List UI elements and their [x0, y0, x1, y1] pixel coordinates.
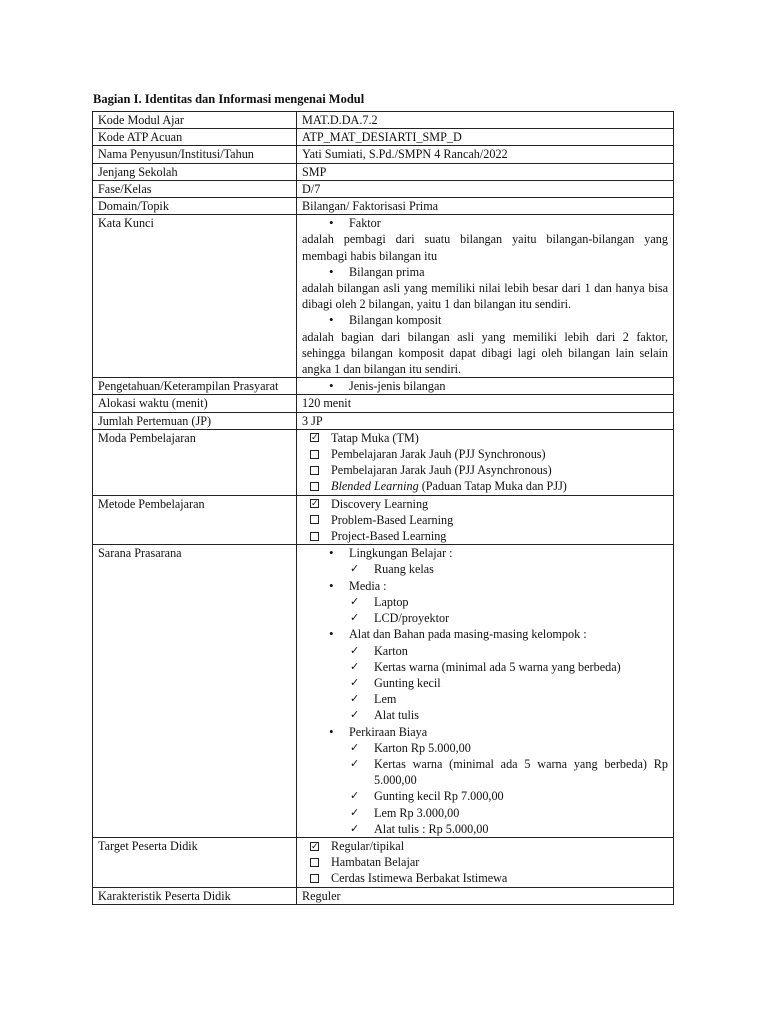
row-value: ATP_MAT_DESIARTI_SMP_D: [297, 129, 674, 146]
facility-group-title: • Perkiraan Biaya: [302, 724, 668, 740]
row-label: Jenjang Sekolah: [93, 163, 297, 180]
facility-item: ✓ Karton: [302, 643, 668, 659]
checkbox-empty-icon: [310, 532, 319, 541]
method-option: Project-Based Learning: [302, 528, 668, 544]
table-row: [93, 215, 674, 378]
row-label: Alokasi waktu (menit): [93, 395, 297, 412]
blended-learning-italic: Blended Learning: [331, 479, 419, 494]
prerequisite-cell: [297, 378, 674, 395]
facility-item: ✓ Lem: [302, 691, 668, 707]
row-value: Yati Sumiati, S.Pd./SMPN 4 Rancah/2022: [297, 146, 674, 163]
checkbox-empty-icon: [310, 450, 319, 459]
prerequisite-item: • Jenis-jenis bilangan: [302, 378, 668, 394]
facility-item: ✓ Karton Rp 5.000,00: [302, 740, 668, 756]
table-row: [93, 112, 674, 129]
blended-learning-rest: (Paduan Tatap Muka dan PJJ): [418, 479, 567, 494]
keyword-desc: adalah bagian dari bilangan asli yang memiliki lebih dari 2 faktor, sehingga bilangan komposit dapat dibagi lagi oleh bilangan lain selain angka 1 dan bilangan itu sendiri.: [302, 329, 668, 377]
row-value: SMP: [297, 163, 674, 180]
table-row: [93, 378, 674, 395]
facility-item: ✓ Lem Rp 3.000,00: [302, 805, 668, 821]
row-value: 3 JP: [297, 412, 674, 429]
target-option: Hambatan Belajar: [302, 854, 668, 870]
facility-item: ✓ Laptop: [302, 594, 668, 610]
table-row: [93, 163, 674, 180]
row-label: Kode Modul Ajar: [93, 112, 297, 129]
keyword-desc: adalah bilangan asli yang memiliki nilai lebih besar dari 1 dan hanya bisa dibagi oleh 2 bilangan, yaitu 1 dan bilangan itu sendiri.: [302, 281, 668, 312]
facility-item: ✓ Gunting kecil: [302, 675, 668, 691]
facility-item: ✓ Kertas warna (minimal ada 5 warna yang berbeda): [302, 659, 668, 675]
row-value: MAT.D.DA.7.2: [297, 112, 674, 129]
checkbox-empty-icon: [310, 466, 319, 475]
facility-group-title: • Media :: [302, 578, 668, 594]
keyword-term: • Bilangan prima: [302, 264, 668, 280]
row-label: Karakteristik Peserta Didik: [93, 887, 297, 904]
facility-item: ✓ Kertas warna (minimal ada 5 warna yang berbeda) Rp 5.000,00: [302, 756, 668, 788]
mode-option: Pembelajaran Jarak Jauh (PJJ Synchronous): [302, 446, 668, 462]
module-identity-table: [92, 111, 674, 905]
method-option: ✓ Discovery Learning: [311, 496, 429, 511]
row-label: Kode ATP Acuan: [93, 129, 297, 146]
checkbox-checked-icon: ✓: [311, 432, 319, 443]
mode-option: [302, 478, 668, 494]
checkbox-empty-icon: [310, 515, 319, 524]
table-row: [93, 412, 674, 429]
keyword-cell: [297, 215, 674, 378]
method-option: Problem-Based Learning: [302, 512, 668, 528]
table-row: [93, 545, 674, 838]
checkbox-checked-icon: ✓: [311, 840, 319, 851]
facility-item: ✓ Ruang kelas: [302, 561, 668, 577]
mode-options-cell: [297, 429, 674, 495]
keyword-term: • Bilangan komposit: [302, 312, 668, 328]
row-label: Domain/Topik: [93, 198, 297, 215]
row-label: Pengetahuan/Keterampilan Prasyarat: [93, 378, 297, 395]
row-label: Target Peserta Didik: [93, 837, 297, 887]
facility-item: ✓ Alat tulis: [302, 707, 668, 723]
table-row: [93, 180, 674, 197]
row-label: Kata Kunci: [93, 215, 297, 378]
table-row: [93, 395, 674, 412]
row-value: D/7: [297, 180, 674, 197]
facility-item: ✓ Gunting kecil Rp 7.000,00: [302, 788, 668, 804]
row-label: Jumlah Pertemuan (JP): [93, 412, 297, 429]
table-row: [93, 198, 674, 215]
target-options-cell: [297, 837, 674, 887]
row-label: Metode Pembelajaran: [93, 495, 297, 545]
table-row: [93, 129, 674, 146]
row-label: Sarana Prasarana: [93, 545, 297, 838]
row-label: Fase/Kelas: [93, 180, 297, 197]
facility-group-title: • Lingkungan Belajar :: [302, 545, 668, 561]
row-value: 120 menit: [297, 395, 674, 412]
keyword-desc: adalah pembagi dari suatu bilangan yaitu bilangan-bilangan yang membagi habis bilangan itu: [302, 232, 668, 263]
table-row: [93, 837, 674, 887]
keyword-term: • Faktor: [302, 215, 668, 231]
table-row: [93, 146, 674, 163]
checkbox-empty-icon: [310, 874, 319, 883]
facility-item: ✓ LCD/proyektor: [302, 610, 668, 626]
row-value: Bilangan/ Faktorisasi Prima: [297, 198, 674, 215]
table-row: [93, 887, 674, 904]
facility-group-title: • Alat dan Bahan pada masing-masing kelompok :: [302, 626, 668, 642]
row-value: Reguler: [297, 887, 674, 904]
method-options-cell: [297, 495, 674, 545]
table-row: [93, 495, 674, 545]
checkbox-checked-icon: ✓: [311, 498, 319, 509]
checkbox-empty-icon: [310, 482, 319, 491]
checkbox-empty-icon: [310, 858, 319, 867]
table-row: [93, 429, 674, 495]
row-label: Nama Penyusun/Institusi/Tahun: [93, 146, 297, 163]
row-label: Moda Pembelajaran: [93, 429, 297, 495]
facilities-cell: [297, 545, 674, 838]
target-option: Cerdas Istimewa Berbakat Istimewa: [302, 870, 668, 886]
facility-item: ✓ Alat tulis : Rp 5.000,00: [302, 821, 668, 837]
section-heading: Bagian I. Identitas dan Informasi mengenai Modul: [93, 92, 365, 106]
target-option: ✓ Regular/tipikal: [311, 838, 405, 853]
mode-option: ✓ Tatap Muka (TM): [311, 430, 419, 445]
mode-option: Pembelajaran Jarak Jauh (PJJ Asynchronous): [302, 462, 668, 478]
